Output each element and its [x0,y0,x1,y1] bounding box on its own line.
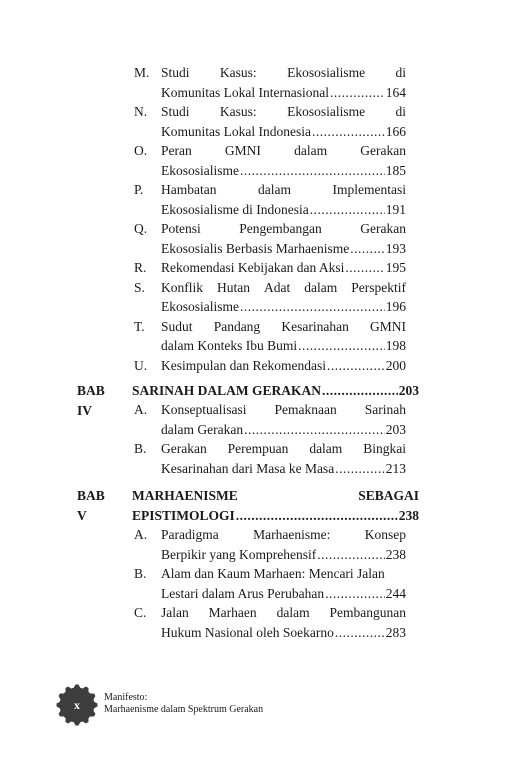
entry-word: di [395,65,406,80]
entry-page: 166 [385,123,406,139]
page-roman-numeral: x [74,698,80,712]
leader-dots [350,239,385,259]
entry-letter: M. [134,65,150,80]
entry-word: GMNI [370,318,406,334]
entry-title-line-2: Lestari dalam Arus Perubahan [161,585,325,601]
bab-title [132,486,419,525]
entry-word: Sudut [161,318,193,334]
entry-text [161,356,406,376]
entry-line-2 [161,122,406,142]
entry-text [161,180,406,219]
bab-title-word: MARHAENISME [132,488,238,503]
entry-line-2 [161,297,406,317]
entry-word: Pembangunan [329,605,406,620]
entry-word: Studi [161,65,190,80]
entry-word: Implementasi [332,182,406,197]
entry-word: Konflik [161,279,203,295]
entry-title-line-2: Berpikir yang Komprehensif [161,546,317,562]
running-footer [104,692,263,716]
entry-title: Rekomendasi Kebijakan dan Aksi [161,260,345,275]
entry-letter: Q. [134,221,148,236]
entry-word: Konsep [364,527,406,542]
bab-line-1 [132,486,419,506]
entry-word: Konseptualisasi [161,402,247,417]
leader-dots [312,122,385,142]
entry-line-2 [161,83,406,103]
entry-letter: B. [134,441,147,456]
entry-word: Gerakan [360,143,406,158]
leader-dots [310,200,385,220]
entry-line-1 [161,219,406,239]
entry-title-line-2: Ekososialisme [161,299,239,314]
entry-letter: O. [134,143,148,158]
bab-title-line-2: EPISTIMOLOGI [132,507,235,523]
entry-page: 213 [385,460,406,476]
entry-title-line-2: dalam Konteks Ibu Bumi [161,338,298,353]
entry-title-line-2: Ekososialisme di Indonesia [161,201,309,217]
bab-title-word: SEBAGAI [358,488,419,503]
entry-line-2 [161,420,406,440]
entry-title-line-1: Alam dan Kaum Marhaen: Mencari Jalan [161,566,385,581]
leader-dots [298,336,385,356]
entry-word: Marhaen [208,605,257,620]
entry-word: Sarinah [364,402,406,417]
entry-line-2 [161,459,406,479]
entry-line-1 [161,317,406,337]
entry-word: Bingkai [363,441,406,456]
entry-line-1 [161,603,406,623]
footer-line-2: Marhaenisme dalam Spektrum Gerakan [104,704,264,715]
entry-word: Pemaknaan [274,402,337,417]
entry-page: 198 [385,338,406,353]
entry-word: Peran [161,143,192,158]
leader-dots [236,506,398,526]
entry-line-1 [161,180,406,200]
entry-title-line-2: Kesarinahan dari Masa ke Masa [161,460,335,476]
entry-letter: C. [134,605,147,620]
entry-page: 200 [385,357,406,373]
leader-dots [322,381,398,401]
entry-word: Perempuan [227,441,289,456]
entry-page: 203 [385,421,406,437]
page-number-badge [56,684,98,726]
entry-text [161,102,406,141]
entry-word: Perspektif [351,279,406,295]
entry-title: Kesimpulan dan Rekomendasi [161,357,326,373]
entry-letter: T. [134,318,145,334]
entry-word: GMNI [224,143,261,158]
entry-title-line-2: Komunitas Lokal Internasional [161,84,329,100]
leader-dots [325,584,385,604]
entry-word: Potensi [161,221,201,236]
bab-number: BAB IV [77,383,105,418]
entry-word: Marhaenisme: [253,527,331,542]
bab-title-text: SARINAH DALAM GERAKAN [132,383,322,398]
entry-text [161,439,406,478]
leader-dots [240,161,385,181]
entry-word: Jalan [161,605,189,620]
entry-letter: N. [134,104,148,119]
leader-dots [240,297,385,317]
entry-title-line-2: Komunitas Lokal Indonesia [161,123,311,139]
entry-text [161,63,406,102]
entry-line-2 [161,336,406,356]
entry-line-2 [161,239,406,259]
bab-page: 238 [398,507,419,523]
entry-letter: U. [134,357,148,373]
entry-page: 185 [385,162,406,178]
entry-letter: P. [134,182,144,197]
gear-badge-icon [56,684,98,726]
leader-dots [345,258,384,278]
leader-dots [327,356,385,376]
entry-page: 196 [385,299,406,314]
entry-line-1 [161,439,406,459]
entry-page: 238 [385,546,406,562]
entry-line-1 [161,278,406,298]
entry-text [161,141,406,180]
entry-page: 164 [385,84,406,100]
entry-page: 283 [385,624,406,640]
entry-letter: S. [134,279,145,295]
entry-line-2 [161,623,406,643]
footer-line-1: Manifesto: [104,692,148,703]
entry-word: Gerakan [360,221,406,236]
entry-page: 193 [385,240,406,256]
leader-dots [335,623,385,643]
entry-word: Adat [264,279,291,295]
bab-line-2 [132,506,419,526]
leader-dots [244,420,385,440]
entry-letter: A. [134,527,148,542]
entry-line-1 [161,141,406,161]
entry-letter: A. [134,402,148,417]
entry-text [161,525,406,564]
bab-title [132,381,419,401]
entry-word: Pengembangan [239,221,322,236]
entry-letter: B. [134,566,147,581]
entry-line-2 [161,161,406,181]
entry-page: 244 [385,585,406,601]
entry-word: Paradigma [161,527,219,542]
entry-word: Kesarinahan [281,318,349,334]
entry-page: 191 [385,201,406,217]
entry-word: dalam [276,605,310,620]
entry-word: Pandang [213,318,261,334]
entry-text [161,603,406,642]
entry-text [161,400,406,439]
entry-line-1 [161,102,406,122]
entry-text [161,278,406,317]
entry-title-line-2: Ekososialis Berbasis Marhaenisme [161,240,350,256]
entry-word: dalam [294,143,328,158]
entry-line-1 [161,525,406,545]
entry-word: Kasus: [219,65,257,80]
bab-number: BAB V [77,488,105,523]
entry-line-1 [161,63,406,83]
bab-page: 203 [398,383,419,398]
entry-word: Hutan [217,279,250,295]
entry-line [161,258,406,278]
entry-line [161,356,406,376]
entry-word: Studi [161,104,190,119]
entry-text [161,564,406,603]
entry-line-1 [161,564,406,584]
entry-line-2 [161,200,406,220]
entry-title-line-2: Ekososialisme [161,162,239,178]
entry-word: Ekososialisme [287,104,366,119]
entry-word: Kasus: [219,104,257,119]
entry-title-line-2: dalam Gerakan [161,421,244,437]
leader-dots [330,83,385,103]
entry-word: Hambatan [161,182,217,197]
bab-line [132,381,419,401]
entry-word: Gerakan [161,441,207,456]
entry-line-2 [161,584,406,604]
entry-line-1 [161,400,406,420]
entry-word: di [395,104,406,119]
entry-letter: R. [134,260,147,275]
entry-word: dalam [304,279,338,295]
entry-word: Ekososialisme [287,65,366,80]
entry-text [161,219,406,258]
entry-word: dalam [258,182,291,197]
entry-text [161,258,406,278]
entry-text [161,317,406,356]
entry-word: dalam [309,441,343,456]
leader-dots [317,545,385,565]
entry-page: 195 [385,260,406,275]
entry-title-line-2: Hukum Nasional oleh Soekarno [161,624,334,640]
leader-dots [335,459,385,479]
entry-line-2 [161,545,406,565]
